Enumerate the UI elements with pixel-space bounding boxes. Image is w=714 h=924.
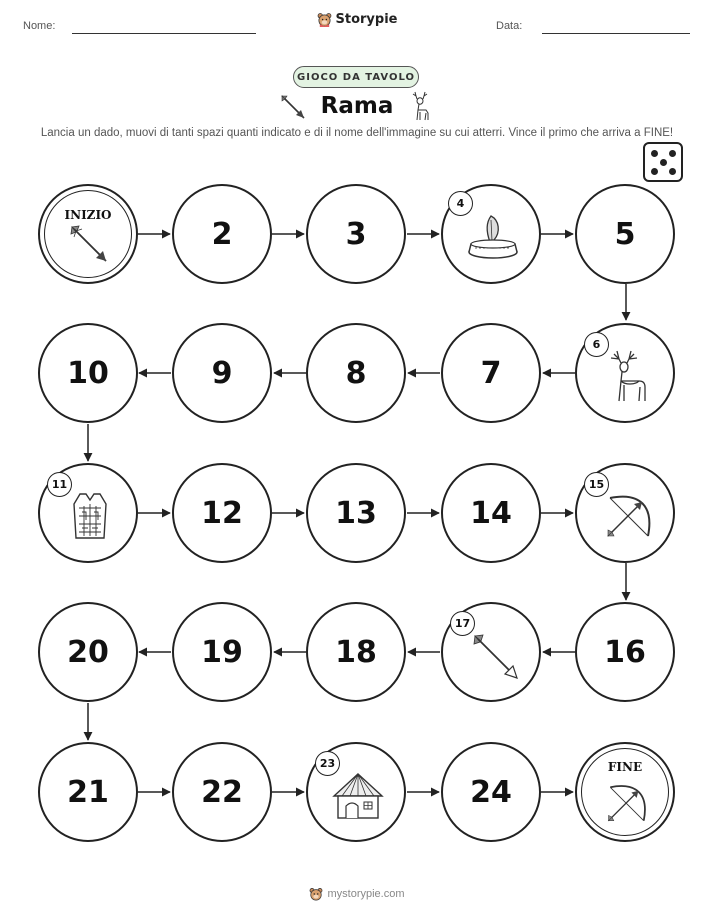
footer-link[interactable]: mystorypie.com (327, 888, 405, 900)
board-space-picture[interactable] (441, 184, 541, 284)
board-space[interactable]: 9 (172, 323, 272, 423)
board-space[interactable]: 3 (306, 184, 406, 284)
category-pill: GIOCO DA TAVOLO (293, 66, 419, 88)
vest-icon (70, 492, 110, 542)
name-label: Nome: (23, 20, 56, 32)
space-badge: 15 (584, 472, 609, 497)
arrow-icon (64, 219, 114, 269)
hut-icon (330, 772, 386, 822)
board-space[interactable]: 5 (575, 184, 675, 284)
feather-crown-icon (463, 214, 523, 264)
end-label: FINE (607, 760, 643, 774)
board-space[interactable]: 22 (172, 742, 272, 842)
board-space[interactable]: 18 (306, 602, 406, 702)
arrow-icon (467, 628, 523, 684)
board-space[interactable]: 10 (38, 323, 138, 423)
board-space[interactable]: 16 (575, 602, 675, 702)
bow-arrow-icon (604, 492, 654, 542)
board-space[interactable]: 12 (172, 463, 272, 563)
brand-name: Storypie (335, 12, 398, 27)
board-space[interactable]: 8 (306, 323, 406, 423)
board-space[interactable]: 13 (306, 463, 406, 563)
board-space[interactable]: 2 (172, 184, 272, 284)
board-space[interactable]: 21 (38, 742, 138, 842)
board-space-picture[interactable] (575, 463, 675, 563)
instructions: Lancia un dado, muovi di tanti spazi quanti indicato e di il nome dell'immagine su cui atterri. Vince il primo che arriva a FINE! (40, 127, 674, 139)
space-badge: 4 (448, 191, 473, 216)
board-space-picture[interactable] (38, 463, 138, 563)
deer-icon (605, 349, 651, 405)
board-space-end[interactable] (575, 742, 675, 842)
bear-logo-icon (309, 887, 323, 901)
board-space[interactable]: 20 (38, 602, 138, 702)
page-title: Rama (320, 93, 394, 119)
date-label: Data: (496, 20, 523, 32)
board-space-start[interactable] (38, 184, 138, 284)
space-badge: 11 (47, 472, 72, 497)
board-space[interactable]: 7 (441, 323, 541, 423)
board-space[interactable]: 24 (441, 742, 541, 842)
board-space-picture[interactable] (441, 602, 541, 702)
start-label: INIZIO (64, 208, 112, 222)
board-space-picture[interactable] (306, 742, 406, 842)
bow-arrow-icon (605, 782, 649, 826)
board-space-picture[interactable] (575, 323, 675, 423)
space-badge: 6 (584, 332, 609, 357)
board-space[interactable]: 19 (172, 602, 272, 702)
space-badge: 17 (450, 611, 475, 636)
footer (0, 886, 714, 905)
space-badge: 23 (315, 751, 340, 776)
board-space[interactable]: 14 (441, 463, 541, 563)
